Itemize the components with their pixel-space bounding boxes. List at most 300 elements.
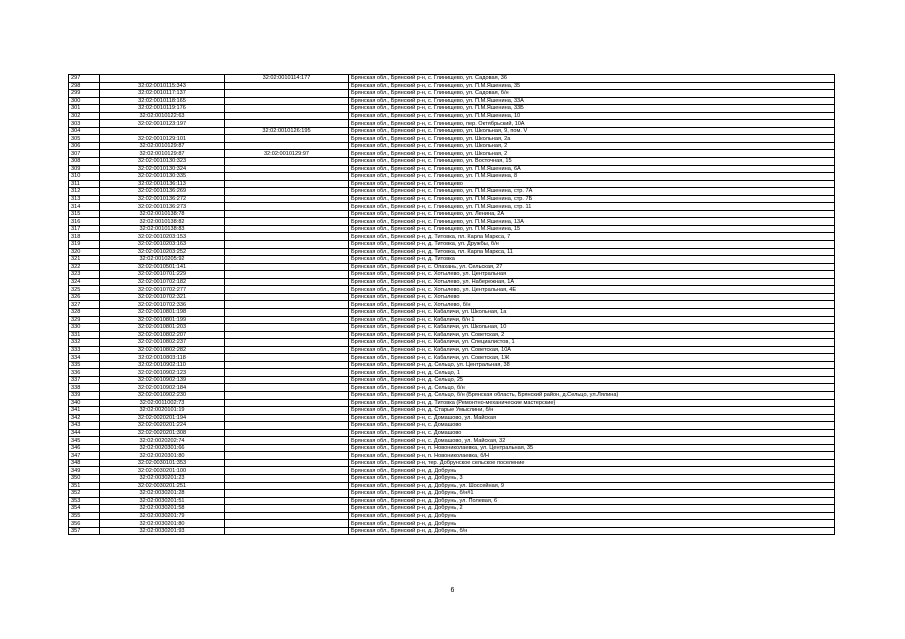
row-number-cell: 343	[69, 422, 100, 430]
table-row	[69, 361, 835, 369]
row-number-cell: 307	[69, 150, 100, 158]
parent-cadastral-number-cell	[225, 233, 349, 241]
address-cell: Брянская обл., Брянский р-н, д. Титовка, ул. Дружбы, б/н	[349, 241, 835, 249]
table-row	[69, 173, 835, 181]
parent-cadastral-number-cell	[225, 180, 349, 188]
table-row	[69, 467, 835, 475]
table-row	[69, 203, 835, 211]
cadastral-number-cell: 32:02:0010203:153	[100, 233, 225, 241]
cadastral-number-cell: 32:02:0010138:78	[100, 210, 225, 218]
row-number-cell: 336	[69, 369, 100, 377]
address-cell: Брянская обл., Брянский р-н, д. Титовка (Ремонтно-механические мастерские)	[349, 399, 835, 407]
row-number-cell: 310	[69, 173, 100, 181]
cadastral-number-cell: 32:02:0010801:199	[100, 316, 225, 324]
row-number-cell: 313	[69, 195, 100, 203]
row-number-cell: 305	[69, 135, 100, 143]
table-row	[69, 331, 835, 339]
row-number-cell: 340	[69, 399, 100, 407]
parent-cadastral-number-cell	[225, 173, 349, 181]
address-cell: Брянская обл., Брянский р-н, д. Добрунь, 3	[349, 474, 835, 482]
parent-cadastral-number-cell	[225, 225, 349, 233]
table-row	[69, 316, 835, 324]
parent-cadastral-number-cell	[225, 512, 349, 520]
address-cell: Брянская обл., Брянский р-н, с. Глинищево, ул. Школьная, 2а	[349, 135, 835, 143]
address-cell: Брянская обл., Брянский р-н, с. Глинищево, ул. Школьная, 2	[349, 150, 835, 158]
cadastral-number-cell: 32:02:0030201:93	[100, 527, 225, 535]
cadastral-number-cell: 32:02:0010801:198	[100, 308, 225, 316]
address-cell: Брянская обл., Брянский р-н, с. Домашово	[349, 422, 835, 430]
row-number-cell: 328	[69, 308, 100, 316]
row-number-cell: 317	[69, 225, 100, 233]
cadastral-number-cell: 32:02:0030101:353	[100, 459, 225, 467]
row-number-cell: 332	[69, 339, 100, 347]
cadastral-number-cell: 32:02:0010138:83	[100, 225, 225, 233]
parent-cadastral-number-cell	[225, 339, 349, 347]
cadastral-number-cell: 32:02:0010130:323	[100, 158, 225, 166]
parent-cadastral-number-cell	[225, 414, 349, 422]
table-row	[69, 142, 835, 150]
row-number-cell: 315	[69, 210, 100, 218]
cadastral-number-cell: 32:02:0010136:273	[100, 203, 225, 211]
address-cell: Брянская обл., Брянский р-н, д. Сельцо, ул. Центральная, 38	[349, 361, 835, 369]
cadastral-number-cell: 32:02:0010203:252	[100, 248, 225, 256]
row-number-cell: 298	[69, 82, 100, 90]
address-cell: Брянская обл., Брянский р-н, с. Глинищево, ул. П.М.Яшенина, стр. 11	[349, 203, 835, 211]
table-row	[69, 127, 835, 135]
cadastral-number-cell: 32:02:0010122:63	[100, 112, 225, 120]
parent-cadastral-number-cell	[225, 467, 349, 475]
table-row	[69, 459, 835, 467]
table-row	[69, 218, 835, 226]
table-row	[69, 512, 835, 520]
table-row	[69, 210, 835, 218]
address-cell: Брянская обл., Брянский р-н, с. Опахань, ул. Сельская, 27	[349, 263, 835, 271]
cadastral-number-cell: 32:02:0030201:100	[100, 467, 225, 475]
address-cell: Брянская обл., Брянский р-н, с. Глинищево, ул. П.М.Яшенина, 35	[349, 82, 835, 90]
parent-cadastral-number-cell	[225, 90, 349, 98]
cadastral-number-cell: 32:02:0010702:321	[100, 293, 225, 301]
address-cell: Брянская обл., Брянский р-н, с. Глинищево, ул. П.М.Яшенина, 15	[349, 225, 835, 233]
row-number-cell: 339	[69, 391, 100, 399]
row-number-cell: 347	[69, 452, 100, 460]
row-number-cell: 311	[69, 180, 100, 188]
table-row	[69, 482, 835, 490]
row-number-cell: 341	[69, 407, 100, 415]
address-cell: Брянская обл., Брянский р-н, д. Сельцо, б/н	[349, 384, 835, 392]
address-cell: Брянская обл., Брянский р-н, с. Домашово, ул. Майская	[349, 414, 835, 422]
address-cell: Брянская обл., Брянский р-н, д. Добрунь, 2	[349, 505, 835, 513]
address-cell: Брянская обл., Брянский р-н, с. Глинищево, ул. П.М.Яшенина, стр. 7Б	[349, 195, 835, 203]
address-cell: Брянская обл., Брянский р-н, д. Титовка, пл. Карла Маркса, 7	[349, 233, 835, 241]
table-row	[69, 293, 835, 301]
row-number-cell: 346	[69, 444, 100, 452]
row-number-cell: 354	[69, 505, 100, 513]
parent-cadastral-number-cell: 32:02:0010129:97	[225, 150, 349, 158]
parent-cadastral-number-cell	[225, 422, 349, 430]
table-row	[69, 241, 835, 249]
row-number-cell: 321	[69, 256, 100, 264]
parent-cadastral-number-cell	[225, 482, 349, 490]
address-cell: Брянская обл., Брянский р-н, с. Глинищево, ул. П.М.Яшенина, 6А	[349, 165, 835, 173]
parent-cadastral-number-cell	[225, 112, 349, 120]
parent-cadastral-number-cell	[225, 444, 349, 452]
parent-cadastral-number-cell	[225, 505, 349, 513]
table-row	[69, 271, 835, 279]
table-row	[69, 391, 835, 399]
row-number-cell: 351	[69, 482, 100, 490]
cadastral-number-cell: 32:02:0030201:251	[100, 482, 225, 490]
table-row	[69, 120, 835, 128]
address-cell: Брянская обл., Брянский р-н, с. Глинищево, ул. П.М.Яшенина, 33А	[349, 97, 835, 105]
table-row	[69, 278, 835, 286]
cadastral-number-cell: 32:02:0010902:184	[100, 384, 225, 392]
address-cell: Брянская обл., Брянский р-н, д. Добрунь, ул. Шоссейная, 9	[349, 482, 835, 490]
row-number-cell: 344	[69, 429, 100, 437]
parent-cadastral-number-cell	[225, 429, 349, 437]
parent-cadastral-number-cell	[225, 301, 349, 309]
address-cell: Брянская обл., Брянский р-н, тер. Добрунское сельское поселение	[349, 459, 835, 467]
row-number-cell: 314	[69, 203, 100, 211]
table-row	[69, 505, 835, 513]
address-cell: Брянская обл., Брянский р-н, с. Кабаличи, ул. Специалистов, 1	[349, 339, 835, 347]
parent-cadastral-number-cell	[225, 188, 349, 196]
row-number-cell: 333	[69, 346, 100, 354]
table-row	[69, 135, 835, 143]
address-cell: Брянская обл., Брянский р-н, с. Хотылево, ул. Набережная, 1А	[349, 278, 835, 286]
table-row	[69, 263, 835, 271]
row-number-cell: 319	[69, 241, 100, 249]
parent-cadastral-number-cell	[225, 361, 349, 369]
parent-cadastral-number-cell	[225, 331, 349, 339]
address-cell: Брянская обл., Брянский р-н, с. Кабаличи, ул. Советская, 10А	[349, 346, 835, 354]
address-cell: Брянская обл., Брянский р-н, д. Старые Умыслини, б/н	[349, 407, 835, 415]
row-number-cell: 337	[69, 376, 100, 384]
cadastral-number-cell: 32:02:0010130:335	[100, 173, 225, 181]
table-row	[69, 150, 835, 158]
cadastral-number-cell: 32:02:0010702:336	[100, 301, 225, 309]
cadastral-number-cell: 32:02:0010117:137	[100, 90, 225, 98]
address-cell: Брянская обл., Брянский р-н, с. Хотылево	[349, 293, 835, 301]
parent-cadastral-number-cell	[225, 346, 349, 354]
address-cell: Брянская обл., Брянский р-н, д. Сельцо, б/н (Брянская область, Брянский район, д.Сельцо, ул.Лялина)	[349, 391, 835, 399]
row-number-cell: 342	[69, 414, 100, 422]
table-row	[69, 180, 835, 188]
cadastral-number-cell: 32:02:0020301:66	[100, 444, 225, 452]
cadastral-number-cell: 32:02:0020202:74	[100, 437, 225, 445]
table-row	[69, 452, 835, 460]
row-number-cell: 329	[69, 316, 100, 324]
cadastral-number-cell: 32:02:0010802:282	[100, 346, 225, 354]
table-row	[69, 407, 835, 415]
cadastral-number-cell: 32:02:0010115:343	[100, 82, 225, 90]
address-cell: Брянская обл., Брянский р-н, с. Глинищево, ул. П.М.Яшенина, 13А	[349, 218, 835, 226]
parent-cadastral-number-cell: 32:02:0010114:177	[225, 75, 349, 83]
table-row	[69, 444, 835, 452]
table-row	[69, 248, 835, 256]
row-number-cell: 324	[69, 278, 100, 286]
row-number-cell: 318	[69, 233, 100, 241]
address-cell: Брянская обл., Брянский р-н, с. Кабаличи, ул. Школьная, 1а	[349, 308, 835, 316]
address-cell: Брянская обл., Брянский р-н, с. Глинищево, ул. Школьная, 2	[349, 142, 835, 150]
row-number-cell: 327	[69, 301, 100, 309]
address-cell: Брянская обл., Брянский р-н, с. Хотылево, б/н	[349, 301, 835, 309]
cadastral-number-cell: 32:02:0020301:80	[100, 452, 225, 460]
row-number-cell: 349	[69, 467, 100, 475]
row-number-cell: 299	[69, 90, 100, 98]
cadastral-number-cell	[100, 75, 225, 83]
page-number: 6	[450, 587, 455, 594]
address-cell: Брянская обл., Брянский р-н, д. Сельцо, 1	[349, 369, 835, 377]
row-number-cell: 306	[69, 142, 100, 150]
parent-cadastral-number-cell	[225, 354, 349, 362]
table-row	[69, 308, 835, 316]
parent-cadastral-number-cell	[225, 474, 349, 482]
parent-cadastral-number-cell	[225, 497, 349, 505]
parent-cadastral-number-cell	[225, 165, 349, 173]
table-row	[69, 354, 835, 362]
table-row	[69, 399, 835, 407]
cadastral-number-cell: 32:02:0010803:118	[100, 354, 225, 362]
address-cell: Брянская обл., Брянский р-н, с. Кабаличи, б/н 1	[349, 316, 835, 324]
row-number-cell: 308	[69, 158, 100, 166]
cadastral-number-cell: 32:02:0010118:165	[100, 97, 225, 105]
cadastral-number-cell: 32:02:0010129:87	[100, 150, 225, 158]
address-cell: Брянская обл., Брянский р-н, с. Глинищево, ул. Ленина, 2А	[349, 210, 835, 218]
address-cell: Брянская обл., Брянский р-н, с. Глинищево, ул. Садовая, 36	[349, 75, 835, 83]
row-number-cell: 345	[69, 437, 100, 445]
parent-cadastral-number-cell	[225, 520, 349, 528]
parent-cadastral-number-cell	[225, 316, 349, 324]
table-row	[69, 384, 835, 392]
cadastral-number-cell: 32:02:0010123:197	[100, 120, 225, 128]
cadastral-number-cell: 32:02:0030201:51	[100, 497, 225, 505]
address-cell: Брянская обл., Брянский р-н, с. Кабаличи, ул. Советская, 2	[349, 331, 835, 339]
parent-cadastral-number-cell	[225, 384, 349, 392]
cadastral-number-cell: 32:02:0010136:272	[100, 195, 225, 203]
cadastral-number-cell: 32:02:0010130:324	[100, 165, 225, 173]
address-cell: Брянская обл., Брянский р-н, с. Кабаличи, ул. Школьная, 10	[349, 324, 835, 332]
parent-cadastral-number-cell	[225, 490, 349, 498]
address-cell: Брянская обл., Брянский р-н, с. Глинищево, ул. П.М.Яшенина, 10	[349, 112, 835, 120]
table-row	[69, 490, 835, 498]
row-number-cell: 330	[69, 324, 100, 332]
address-cell: Брянская обл., Брянский р-н, д. Добрунь	[349, 512, 835, 520]
cadastral-number-cell: 32:02:0010902:230	[100, 391, 225, 399]
cadastral-number-cell: 32:02:0010702:277	[100, 286, 225, 294]
row-number-cell: 357	[69, 527, 100, 535]
parent-cadastral-number-cell	[225, 248, 349, 256]
parent-cadastral-number-cell	[225, 135, 349, 143]
parent-cadastral-number-cell	[225, 203, 349, 211]
parent-cadastral-number-cell	[225, 308, 349, 316]
table-row	[69, 527, 835, 535]
row-number-cell: 300	[69, 97, 100, 105]
cadastral-number-cell: 32:02:0010129:101	[100, 135, 225, 143]
cadastral-number-cell: 32:02:0030201:80	[100, 520, 225, 528]
address-cell: Брянская обл., Брянский р-н, с. Глинищево, ул. П.М.Яшенина, стр. 7А	[349, 188, 835, 196]
table-row	[69, 90, 835, 98]
cadastral-number-cell: 32:02:0020201:194	[100, 414, 225, 422]
parent-cadastral-number-cell	[225, 120, 349, 128]
parent-cadastral-number-cell	[225, 97, 349, 105]
address-cell: Брянская обл., Брянский р-н, с. Глинищево, ул. П.М.Яшенина, 8	[349, 173, 835, 181]
parent-cadastral-number-cell	[225, 376, 349, 384]
table-row	[69, 195, 835, 203]
cadastral-number-cell: 32:02:0010205:92	[100, 256, 225, 264]
address-cell: Брянская обл., Брянский р-н, д. Добрунь	[349, 467, 835, 475]
table-row	[69, 301, 835, 309]
address-cell: Брянская обл., Брянский р-н, п. Новониколаевка, б/Н	[349, 452, 835, 460]
parent-cadastral-number-cell	[225, 293, 349, 301]
cadastral-number-cell: 32:02:0011002:73	[100, 399, 225, 407]
table-row	[69, 165, 835, 173]
row-number-cell: 350	[69, 474, 100, 482]
table-row	[69, 188, 835, 196]
row-number-cell: 353	[69, 497, 100, 505]
table-row	[69, 422, 835, 430]
parent-cadastral-number-cell	[225, 324, 349, 332]
table-row	[69, 225, 835, 233]
parent-cadastral-number-cell	[225, 286, 349, 294]
parent-cadastral-number-cell	[225, 527, 349, 535]
address-cell: Брянская обл., Брянский р-н, д. Добрунь, ул. Полевая, 6	[349, 497, 835, 505]
parent-cadastral-number-cell	[225, 459, 349, 467]
address-cell: Брянская обл., Брянский р-н, с. Глинищево, пер. Октябрьский, 10А	[349, 120, 835, 128]
parent-cadastral-number-cell	[225, 452, 349, 460]
address-cell: Брянская обл., Брянский р-н, с. Домашово, ул. Майская, 32	[349, 437, 835, 445]
row-number-cell: 303	[69, 120, 100, 128]
row-number-cell: 309	[69, 165, 100, 173]
cadastral-number-cell	[100, 127, 225, 135]
cadastral-number-cell: 32:02:0010129:87	[100, 142, 225, 150]
cadastral-number-cell: 32:02:0010119:176	[100, 105, 225, 113]
address-cell: Брянская обл., Брянский р-н, с. Глинищево, ул. Садовая, б/н	[349, 90, 835, 98]
table-row	[69, 437, 835, 445]
cadastral-number-cell: 32:02:0010701:229	[100, 271, 225, 279]
address-cell: Брянская обл., Брянский р-н, с. Глинищево, ул. Школьная, 9, пом. V	[349, 127, 835, 135]
table-row	[69, 376, 835, 384]
parent-cadastral-number-cell	[225, 82, 349, 90]
row-number-cell: 338	[69, 384, 100, 392]
property-table-body	[69, 75, 835, 535]
cadastral-number-cell: 32:02:0020201:224	[100, 422, 225, 430]
address-cell: Брянская обл., Брянский р-н, с. Домашово	[349, 429, 835, 437]
property-table	[68, 74, 835, 535]
table-row	[69, 286, 835, 294]
parent-cadastral-number-cell: 32:02:0010126:195	[225, 127, 349, 135]
address-cell: Брянская обл., Брянский р-н, с. Глинищево	[349, 180, 835, 188]
row-number-cell: 297	[69, 75, 100, 83]
table-row	[69, 339, 835, 347]
table-row	[69, 233, 835, 241]
row-number-cell: 325	[69, 286, 100, 294]
table-row	[69, 429, 835, 437]
row-number-cell: 312	[69, 188, 100, 196]
cadastral-number-cell: 32:02:0010801:203	[100, 324, 225, 332]
parent-cadastral-number-cell	[225, 241, 349, 249]
parent-cadastral-number-cell	[225, 263, 349, 271]
table-row	[69, 474, 835, 482]
parent-cadastral-number-cell	[225, 399, 349, 407]
parent-cadastral-number-cell	[225, 195, 349, 203]
parent-cadastral-number-cell	[225, 407, 349, 415]
row-number-cell: 331	[69, 331, 100, 339]
cadastral-number-cell: 32:02:0010136:269	[100, 188, 225, 196]
row-number-cell: 335	[69, 361, 100, 369]
table-row	[69, 75, 835, 83]
cadastral-number-cell: 32:02:0020101:19	[100, 407, 225, 415]
parent-cadastral-number-cell	[225, 391, 349, 399]
parent-cadastral-number-cell	[225, 278, 349, 286]
row-number-cell: 323	[69, 271, 100, 279]
cadastral-number-cell: 32:02:0010138:82	[100, 218, 225, 226]
parent-cadastral-number-cell	[225, 142, 349, 150]
row-number-cell: 304	[69, 127, 100, 135]
table-row	[69, 324, 835, 332]
row-number-cell: 348	[69, 459, 100, 467]
cadastral-number-cell: 32:02:0010702:182	[100, 278, 225, 286]
parent-cadastral-number-cell	[225, 218, 349, 226]
address-cell: Брянская обл., Брянский р-н, с. Хотылево, ул. Центральная	[349, 271, 835, 279]
cadastral-number-cell: 32:02:0020201:308	[100, 429, 225, 437]
table-row	[69, 346, 835, 354]
parent-cadastral-number-cell	[225, 105, 349, 113]
cadastral-number-cell: 32:02:0010501:141	[100, 263, 225, 271]
cadastral-number-cell: 32:02:0030201:79	[100, 512, 225, 520]
row-number-cell: 352	[69, 490, 100, 498]
address-cell: Брянская обл., Брянский р-н, д. Титовка	[349, 256, 835, 264]
address-cell: Брянская обл., Брянский р-н, с. Глинищево, ул. П.М.Яшенина, 33Б	[349, 105, 835, 113]
table-row	[69, 97, 835, 105]
row-number-cell: 320	[69, 248, 100, 256]
table-row	[69, 158, 835, 166]
cadastral-number-cell: 32:02:0010136:113	[100, 180, 225, 188]
cadastral-number-cell: 32:02:0010902:139	[100, 376, 225, 384]
table-row	[69, 256, 835, 264]
address-cell: Брянская обл., Брянский р-н, д. Титовка, пл. Карла Маркса, 11	[349, 248, 835, 256]
row-number-cell: 334	[69, 354, 100, 362]
row-number-cell: 302	[69, 112, 100, 120]
row-number-cell: 301	[69, 105, 100, 113]
row-number-cell: 355	[69, 512, 100, 520]
row-number-cell: 322	[69, 263, 100, 271]
address-cell: Брянская обл., Брянский р-н, д. Сельцо, 25	[349, 376, 835, 384]
parent-cadastral-number-cell	[225, 210, 349, 218]
cadastral-number-cell: 32:02:0030201:28	[100, 490, 225, 498]
row-number-cell: 316	[69, 218, 100, 226]
cadastral-number-cell: 32:02:0010902:110	[100, 361, 225, 369]
cadastral-number-cell: 32:02:0010802:237	[100, 339, 225, 347]
address-cell: Брянская обл., Брянский р-н, с. Хотылево, ул. Центральная, 4Е	[349, 286, 835, 294]
row-number-cell: 356	[69, 520, 100, 528]
table-row	[69, 520, 835, 528]
address-cell: Брянская обл., Брянский р-н, д. Добрунь, б/н	[349, 527, 835, 535]
cadastral-number-cell: 32:02:0030201:58	[100, 505, 225, 513]
parent-cadastral-number-cell	[225, 369, 349, 377]
table-row	[69, 497, 835, 505]
parent-cadastral-number-cell	[225, 256, 349, 264]
row-number-cell: 326	[69, 293, 100, 301]
table-row	[69, 112, 835, 120]
address-cell: Брянская обл., Брянский р-н, п. Новониколаевка, ул. Центральная, 35	[349, 444, 835, 452]
parent-cadastral-number-cell	[225, 437, 349, 445]
table-row	[69, 414, 835, 422]
parent-cadastral-number-cell	[225, 158, 349, 166]
address-cell: Брянская обл., Брянский р-н, с. Глинищево, ул. Восточная, 15	[349, 158, 835, 166]
address-cell: Брянская обл., Брянский р-н, д. Добрунь, б/н#1	[349, 490, 835, 498]
table-row	[69, 82, 835, 90]
cadastral-number-cell: 32:02:0010203:163	[100, 241, 225, 249]
